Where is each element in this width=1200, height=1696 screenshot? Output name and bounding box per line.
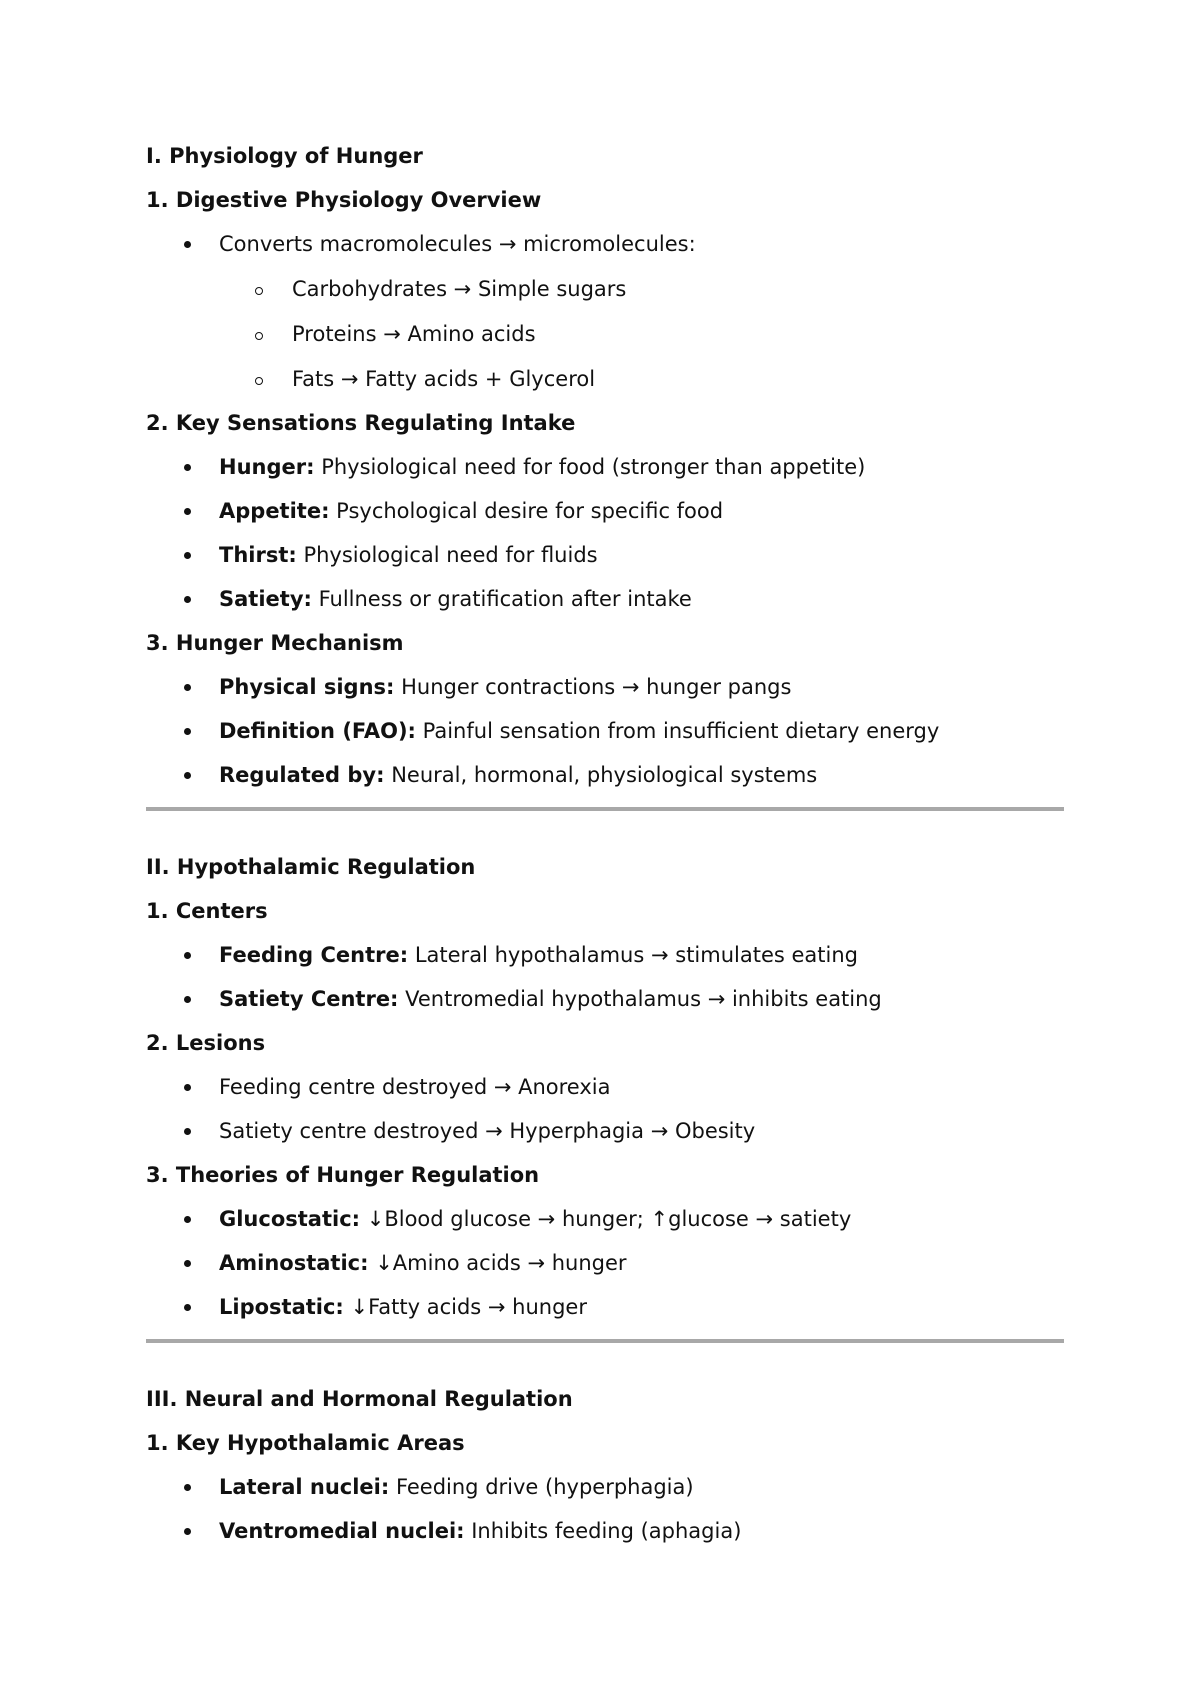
list-item-text: Psychological desire for specific food [329, 499, 724, 523]
list-item [146, 499, 1064, 523]
section-physiology-of-hunger [146, 144, 1064, 787]
list-item-term: Definition (FAO): [219, 719, 416, 743]
list-item-text: Lateral hypothalamus → stimulates eating [408, 943, 858, 967]
list-item-text: Fullness or gratification after intake [311, 587, 692, 611]
bullet-list [146, 1475, 1064, 1543]
list-item-text: Painful sensation from insufficient dietary energy [415, 719, 940, 743]
sub-list-item: Fats → Fatty acids + Glycerol [219, 367, 1064, 391]
bullet-list [146, 232, 1064, 391]
list-item [146, 987, 1064, 1011]
subsection-title: 2. Lesions [146, 1031, 266, 1055]
list-item [146, 1207, 1064, 1231]
list-item-text: Feeding centre destroyed → Anorexia [219, 1075, 611, 1099]
list-item-term: Satiety: [219, 587, 312, 611]
bullet-list [146, 1075, 1064, 1143]
subsection-title: 1. Key Hypothalamic Areas [146, 1431, 465, 1455]
list-item-text: Inhibits feeding (aphagia) [464, 1519, 742, 1543]
list-item-term: Ventromedial nuclei: [219, 1519, 465, 1543]
subsection-title: 1. Digestive Physiology Overview [146, 188, 542, 212]
list-item-term: Feeding Centre: [219, 943, 409, 967]
sub-list-item: Carbohydrates → Simple sugars [219, 277, 1064, 301]
list-item-term: Appetite: [219, 499, 330, 523]
list-item-term: Hunger: [219, 455, 315, 479]
list-item-text: Converts macromolecules → micromolecules: [219, 232, 696, 256]
list-item [146, 1251, 1064, 1275]
list-item [146, 763, 1064, 787]
list-item-text: ↓Amino acids → hunger [368, 1251, 627, 1275]
list-item-text: Feeding drive (hyperphagia) [389, 1475, 694, 1499]
list-item [146, 232, 1064, 391]
subsection-title: 3. Hunger Mechanism [146, 631, 404, 655]
section-neural-hormonal-regulation [146, 1387, 1064, 1543]
list-item [146, 719, 1064, 743]
list-item [146, 1295, 1064, 1319]
list-item [146, 675, 1064, 699]
list-item [146, 1075, 1064, 1099]
section-hypothalamic-regulation [146, 855, 1064, 1319]
section-divider [146, 1339, 1064, 1343]
subsection-title: 2. Key Sensations Regulating Intake [146, 411, 576, 435]
list-item [146, 943, 1064, 967]
list-item-term: Glucostatic: [219, 1207, 361, 1231]
list-item-term: Regulated by: [219, 763, 385, 787]
list-item [146, 1519, 1064, 1543]
subsection-title: 1. Centers [146, 899, 268, 923]
bullet-list [146, 675, 1064, 787]
bullet-list [146, 455, 1064, 611]
bullet-list [146, 1207, 1064, 1319]
list-item-text: Ventromedial hypothalamus → inhibits eating [398, 987, 882, 1011]
list-item-text: Physiological need for fluids [296, 543, 598, 567]
section-title: I. Physiology of Hunger [146, 144, 423, 168]
list-item [146, 587, 1064, 611]
list-item-term: Satiety Centre: [219, 987, 399, 1011]
section-title: II. Hypothalamic Regulation [146, 855, 476, 879]
list-item-text: ↓Fatty acids → hunger [343, 1295, 587, 1319]
list-item-term: Aminostatic: [219, 1251, 369, 1275]
list-item [146, 455, 1064, 479]
list-item-term: Physical signs: [219, 675, 395, 699]
list-item-text: Neural, hormonal, physiological systems [384, 763, 818, 787]
list-item-term: Thirst: [219, 543, 297, 567]
section-divider [146, 807, 1064, 811]
list-item-text: Hunger contractions → hunger pangs [394, 675, 792, 699]
list-item-term: Lateral nuclei: [219, 1475, 390, 1499]
section-title: III. Neural and Hormonal Regulation [146, 1387, 573, 1411]
list-item-term: Lipostatic: [219, 1295, 344, 1319]
list-item-text: Satiety centre destroyed → Hyperphagia → Obesity [219, 1119, 756, 1143]
list-item-text: ↓Blood glucose → hunger; ↑glucose → satiety [360, 1207, 852, 1231]
list-item [146, 1119, 1064, 1143]
sub-list-item: Proteins → Amino acids [219, 322, 1064, 346]
list-item [146, 1475, 1064, 1499]
sub-bullet-list [219, 277, 1064, 391]
list-item-text: Physiological need for food (stronger than appetite) [314, 455, 866, 479]
subsection-title: 3. Theories of Hunger Regulation [146, 1163, 540, 1187]
bullet-list [146, 943, 1064, 1011]
list-item [146, 543, 1064, 567]
